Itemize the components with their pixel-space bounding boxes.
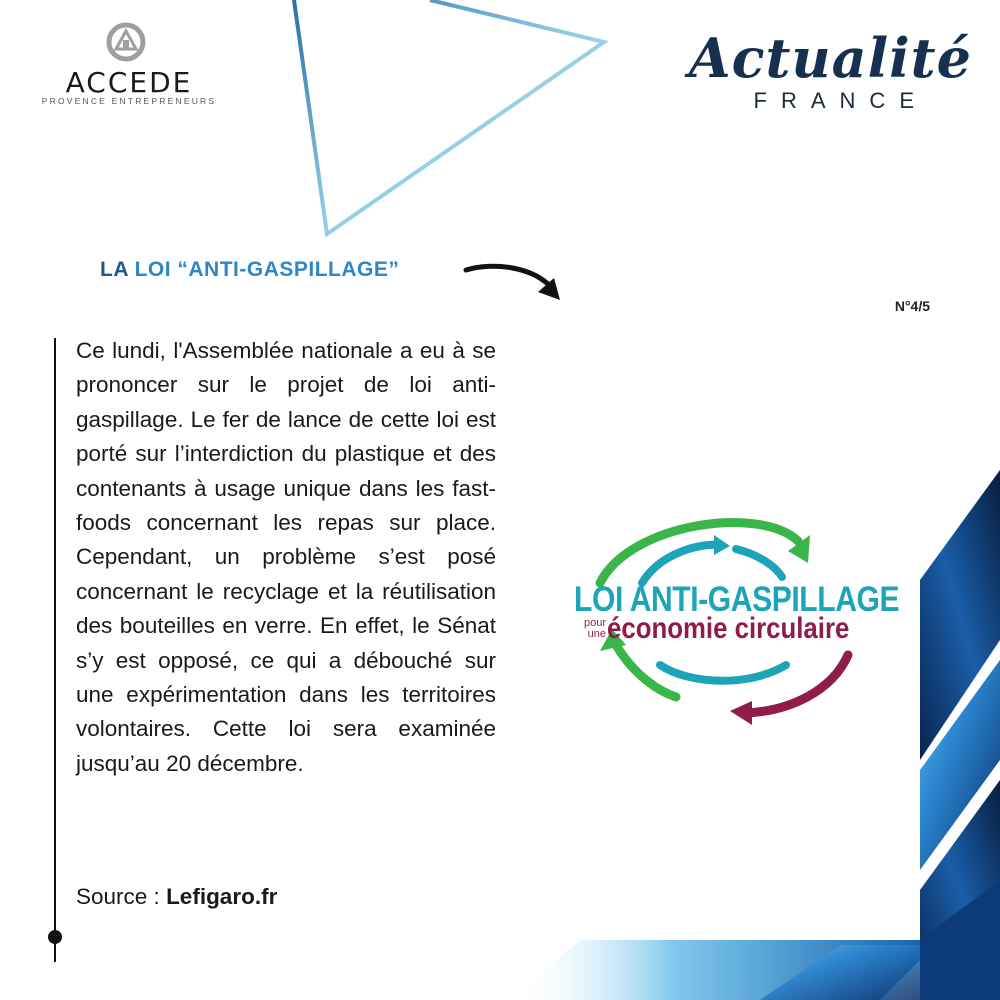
curved-arrow-icon: [462, 258, 572, 308]
law-logo-subtitle: économie circulaire: [607, 612, 850, 645]
source-link: Lefigaro.fr: [166, 884, 278, 909]
accede-logo: [28, 22, 228, 112]
article-source: [76, 884, 277, 910]
heading-part1: LA: [100, 258, 129, 281]
publication-title: Actualité: [688, 26, 972, 90]
article-heading: [100, 258, 399, 282]
publication-subtitle: FRANCE: [753, 88, 928, 113]
timeline-line: [54, 338, 56, 962]
timeline-dot: [48, 930, 62, 944]
accede-emblem-icon: [106, 22, 146, 62]
heading-part2: LOI “ANTI-GASPILLAGE”: [134, 258, 400, 281]
source-label: Source :: [76, 884, 160, 909]
article-body: Ce lundi, l'Assemblée nationale a eu à se prononcer sur le projet de loi anti-gaspillage. Le fer de lance de cette loi est porté sur l’interdiction du plastique et des contenants à usage unique dans les fast-foods concernant les repas sur place. Cependant, un problème s’est posé concernant le recyclage et la réutilisation des bouteilles en verre. En effet, le Sénat s’y est opposé, ce qui a débouché sur une expérimentation dans les territoires volontaires. Cette loi sera examinée jusqu’au 20 décembre.: [76, 338, 496, 776]
law-logo-title: LOI ANTI-GASPILLAGE: [574, 580, 900, 619]
page-number: N°4/5: [894, 298, 930, 314]
brand-tagline: PROVENCE ENTREPRENEURS: [41, 96, 217, 106]
law-logo-pour-une: pour une: [583, 617, 606, 640]
brand-name: ACCEDE: [65, 66, 193, 99]
